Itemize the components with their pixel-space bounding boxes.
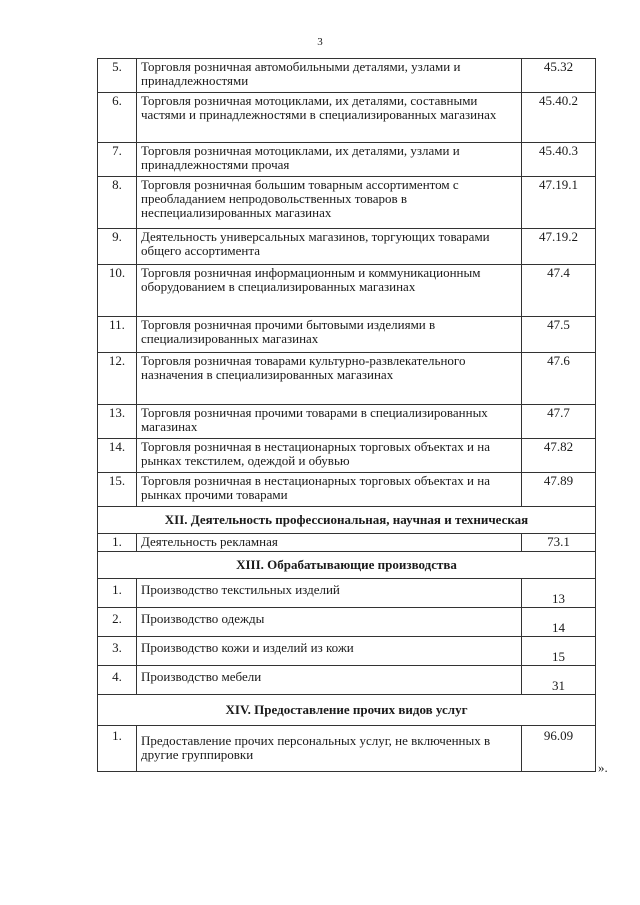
- table-row: [98, 534, 596, 552]
- okved-code: 47.89: [522, 473, 596, 507]
- table-row: [98, 143, 596, 177]
- row-number: 3.: [98, 637, 137, 666]
- okved-code: 47.6: [522, 353, 596, 405]
- table-row: [98, 353, 596, 405]
- okved-code: 47.19.2: [522, 229, 596, 265]
- activity-name: Предоставление прочих персональных услуг, не включенных в другие группировки: [137, 726, 522, 772]
- okved-code: 15: [522, 637, 596, 666]
- page-number: 3: [317, 36, 323, 48]
- activity-name: Торговля розничная прочими товарами в специализированных магазинах: [137, 405, 522, 439]
- row-number: 8.: [98, 177, 137, 229]
- okved-code: 73.1: [522, 534, 596, 552]
- activity-name: Производство кожи и изделий из кожи: [137, 637, 522, 666]
- table-row: [98, 229, 596, 265]
- activity-name: Торговля розничная автомобильными деталями, узлами и принадлежностями: [137, 59, 522, 93]
- okved-code: 31: [522, 666, 596, 695]
- okved-code: 96.09: [522, 726, 596, 772]
- table-row: [98, 177, 596, 229]
- closing-quote-mark: ».: [598, 760, 608, 775]
- okved-code: 45.40.2: [522, 93, 596, 143]
- okved-code: 47.19.1: [522, 177, 596, 229]
- row-number: 7.: [98, 143, 137, 177]
- table-row: [98, 608, 596, 637]
- table-row: [98, 579, 596, 608]
- table-row: [98, 473, 596, 507]
- activity-name: Торговля розничная прочими бытовыми изделиями в специализированных магазинах: [137, 317, 522, 353]
- row-number: 10.: [98, 265, 137, 317]
- activity-name: Торговля розничная мотоциклами, их деталями, составными частями и принадлежностями в специализированных магазинах: [137, 93, 522, 143]
- okved-code: 14: [522, 608, 596, 637]
- table-row: [98, 405, 596, 439]
- section-header-xiv: [98, 695, 596, 726]
- row-number: 5.: [98, 59, 137, 93]
- table-row: [98, 726, 596, 772]
- activity-name: Торговля розничная в нестационарных торговых объектах и на рынках текстилем, одеждой и обувью: [137, 439, 522, 473]
- activity-name: Производство мебели: [137, 666, 522, 695]
- table-row: [98, 93, 596, 143]
- row-number: 1.: [98, 534, 137, 552]
- okved-table: [97, 58, 596, 772]
- okved-code: 13: [522, 579, 596, 608]
- table-row: [98, 265, 596, 317]
- activity-name: Деятельность универсальных магазинов, торгующих товарами общего ассортимента: [137, 229, 522, 265]
- activity-name: Торговля розничная товарами культурно-развлекательного назначения в специализированных магазинах: [137, 353, 522, 405]
- table-row: [98, 317, 596, 353]
- table-row: [98, 59, 596, 93]
- activity-name: Производство текстильных изделий: [137, 579, 522, 608]
- okved-code: 47.5: [522, 317, 596, 353]
- row-number: 11.: [98, 317, 137, 353]
- row-number: 14.: [98, 439, 137, 473]
- row-number: 1.: [98, 579, 137, 608]
- section-title: XIII. Обрабатывающие производства: [98, 552, 596, 579]
- row-number: 12.: [98, 353, 137, 405]
- section-header-xii: [98, 507, 596, 534]
- okved-code: 47.82: [522, 439, 596, 473]
- activity-name: Торговля розничная мотоциклами, их деталями, узлами и принадлежностями прочая: [137, 143, 522, 177]
- row-number: 9.: [98, 229, 137, 265]
- okved-code: 47.7: [522, 405, 596, 439]
- row-number: 1.: [98, 726, 137, 772]
- activity-name: Производство одежды: [137, 608, 522, 637]
- row-number: 6.: [98, 93, 137, 143]
- row-number: 2.: [98, 608, 137, 637]
- okved-code: 47.4: [522, 265, 596, 317]
- okved-code: 45.32: [522, 59, 596, 93]
- activity-name: Деятельность рекламная: [137, 534, 522, 552]
- row-number: 4.: [98, 666, 137, 695]
- section-title: XIV. Предоставление прочих видов услуг: [98, 695, 596, 726]
- table-row: [98, 637, 596, 666]
- row-number: 13.: [98, 405, 137, 439]
- section-title: XII. Деятельность профессиональная, научная и техническая: [98, 507, 596, 534]
- row-number: 15.: [98, 473, 137, 507]
- section-header-xiii: [98, 552, 596, 579]
- okved-code: 45.40.3: [522, 143, 596, 177]
- activity-name: Торговля розничная большим товарным ассортиментом с преобладанием непродовольственных товаров в неспециализированных магазинах: [137, 177, 522, 229]
- activity-name: Торговля розничная в нестационарных торговых объектах и на рынках прочими товарами: [137, 473, 522, 507]
- activity-name: Торговля розничная информационным и коммуникационным оборудованием в специализированных магазинах: [137, 265, 522, 317]
- table-row: [98, 666, 596, 695]
- table-row: [98, 439, 596, 473]
